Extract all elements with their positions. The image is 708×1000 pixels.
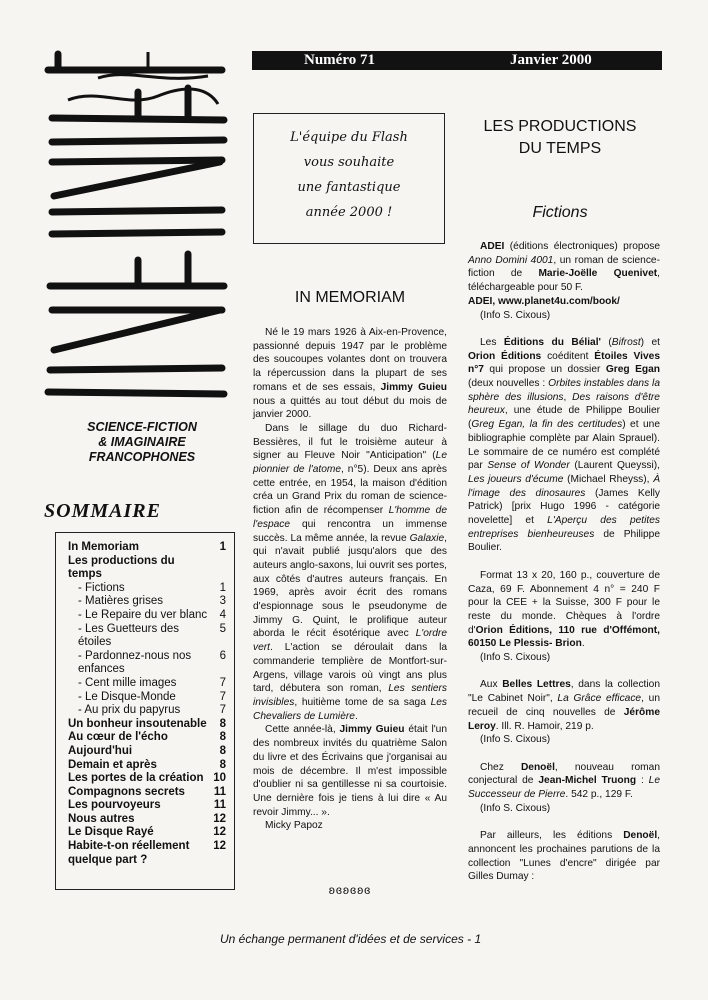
news-item-belles-lettres — [468, 678, 660, 747]
toc-item-label: Compagnons secrets — [68, 785, 185, 798]
issue-date: Janvier 2000 — [510, 52, 592, 68]
text: (James Kelly Patrick) [prix Hugo 1996 - catégorie novelette] et — [468, 487, 660, 527]
productions-column — [468, 240, 660, 898]
text: Par ailleurs, les éditions — [480, 830, 624, 842]
magazine-title: Bifrost — [611, 336, 641, 348]
memoriam-title: IN MEMORIAM — [294, 289, 406, 306]
toc-item-label: - Le Disque-Monde — [78, 690, 176, 703]
info-credit: (Info S. Cixous) — [480, 802, 551, 814]
tagline-line: FRANCOPHONES — [88, 450, 196, 464]
toc-item — [68, 786, 226, 800]
author-name: Greg Egan — [605, 364, 660, 376]
toc-item — [68, 582, 226, 596]
publisher-name: Denoël — [623, 830, 658, 842]
toc-item-page: 4 — [219, 608, 226, 621]
greeting-line: une fantastique — [297, 180, 401, 195]
memoriam-paragraph: Né le 19 mars 1926 à Aix-en-Provence, passionné depuis 1947 par le problème des soucoupes volantes dont on trouvera la répercussion dans la plupart de ses romans et de ses essais, Jimmy Guieu nous a quittés au tout début du mois de janvier 2000. — [253, 327, 447, 421]
text: , une étude de Philippe Boulier ( — [468, 405, 660, 431]
news-item-lunes-encre — [468, 829, 660, 884]
toc-item — [68, 595, 226, 609]
story-title: Orbites instables dans la sphère des illusions — [468, 378, 660, 403]
text: Les — [480, 336, 504, 348]
publisher-name: Belles Lettres — [502, 679, 571, 691]
text: , — [563, 391, 573, 403]
toc-item — [68, 555, 226, 582]
toc-item-page: 5 — [219, 622, 226, 635]
toc-item — [68, 704, 226, 718]
toc-item — [68, 772, 226, 786]
publisher-contact: ADEI, www.planet4u.com/book/ — [468, 295, 620, 307]
author-name: Marie-Joëlle Quenivet — [538, 268, 658, 280]
text: ) et — [640, 336, 660, 348]
toc-item — [68, 759, 226, 773]
toc-item-label: - Au prix du papyrus — [78, 704, 181, 717]
toc-item-page: 7 — [219, 690, 226, 703]
text: ) et une bibliographie complète par Alain Sprauel). Le sommaire de ce numéro est complété par — [468, 419, 660, 472]
toc-item — [68, 799, 226, 813]
text: , nouveau roman conjectural de — [468, 761, 660, 787]
toc-item-page: 10 — [213, 772, 226, 785]
toc-item-label: Habite-t-on réellement quelque part ? — [68, 840, 190, 866]
ornament-divider: ʚɞʚɞʚɞ — [328, 883, 372, 897]
tagline — [62, 420, 222, 465]
greeting-box — [253, 113, 445, 244]
toc-item-page: 8 — [219, 717, 226, 730]
magazine-title: Étoiles Vives n°7 — [468, 350, 660, 376]
book-title: La Grâce efficace — [557, 693, 642, 705]
toc-item — [68, 691, 226, 705]
memoriam-article — [253, 326, 447, 833]
author-name: Jérôme Leroy — [468, 706, 660, 732]
publisher-name: Denoël — [520, 761, 555, 773]
text: Aux — [480, 679, 503, 691]
text: , annoncent les prochaines parutions de la collection "Lunes d'encre" dirigée par Gilles Dumay : — [468, 830, 660, 883]
text: (Laurent Queyssi), — [569, 460, 660, 472]
page-footer: Un échange permanent d'idées et de services - 1 — [220, 932, 482, 946]
publisher-name: ADEI — [480, 241, 505, 252]
toc-item — [68, 718, 226, 732]
toc-item-label: Demain et après — [68, 758, 157, 771]
toc-item-page: 8 — [219, 744, 226, 757]
toc-item-page: 1 — [219, 581, 226, 594]
text: (Michael Rheyss), — [563, 473, 654, 485]
toc-item-page: 12 — [213, 826, 226, 839]
productions-title-line: LES PRODUCTIONS — [483, 118, 637, 135]
sommaire-title: SOMMAIRE — [44, 500, 161, 522]
greeting-line: année 2000 ! — [305, 205, 393, 220]
toc-item-label: - Les Guetteurs des étoiles — [78, 622, 179, 649]
text: . — [581, 638, 585, 650]
toc-item-page: 8 — [219, 731, 226, 744]
toc-item-page: 7 — [219, 704, 226, 717]
memoriam-paragraph: Dans le sillage du duo Richard-Bessières, il fut le troisième auteur à signer au Fleuve Noir "Anticipation" (Le pionnier de l'atome, n°5). Deux ans après cette entrée, en 1954, la maison d'édition créa un Grand Prix du roman de science-fiction afin de récompenser L'homme de l'espace qui rencontra un immense succès. La même année, la revue Galaxie, qui n'avait publié jusqu'alors que des auteurs anglo-saxons, lui ouvrit ses portes, aux côtés d'autres auteurs français. En 1969, après avoir écrit des romans d'espionnage sous le pseudonyme de Jimmy G. Quint, le prolifique auteur aborda le récit ésotérique avec L'ordre vert. L'action se déroulait dans la commanderie templière de Montfort-sur-Argens, village varois où vingt ans plus tard, débutera son roman, Les sentiers invisibles, huitième tome de sa saga Les Chevaliers de Lumière. — [253, 422, 447, 722]
text: , un roman de science-fiction de — [468, 254, 660, 280]
book-title: Anno Domini 4001 — [468, 254, 554, 266]
memoriam-paragraph: Cette année-là, Jimmy Guieu était l'un des nombreux invités du quatrième Salon du livre et des Écrivains que j'organisai au mois de décembre. Il m'est impossible d'oublier ni sa gentillesse ni sa courtoisie. Une dernière fois je tiens à lui dire « Au revoir Jimmy... ». — [253, 724, 447, 818]
book-title: Le Successeur de Pierre — [468, 775, 661, 801]
toc-item-label: Les pourvoyeurs — [68, 799, 161, 812]
toc-item-label: Les productions du temps — [68, 554, 175, 581]
greeting-line: vous souhaite — [303, 155, 395, 170]
infini-flash-logo — [38, 48, 230, 408]
publisher-name: Éditions du Bélial' — [503, 336, 601, 348]
toc-item-page: 3 — [219, 595, 226, 608]
toc-item-label: Aujourd'hui — [68, 744, 133, 757]
text: Format 13 x 20, 160 p., couverture de Caza, 69 F. Abonnement 4 n° = 240 F pour la CEE + la Suisse, 300 F pour le reste du monde. Chèques à l'ordre d' — [468, 569, 660, 636]
toc-item-page: 12 — [213, 812, 226, 825]
toc-item-label: Au cœur de l'écho — [68, 731, 168, 744]
greeting-line: L'équipe du Flash — [290, 130, 408, 145]
info-credit: (Info S. Cixous) — [480, 652, 551, 664]
news-item-format — [468, 569, 660, 665]
text: . Ill. R. Hamoir, 219 p. — [495, 720, 594, 732]
issue-header-bar — [252, 51, 662, 70]
story-title: Sense of Wonder — [487, 460, 570, 472]
text: . 542 p., 129 F. — [565, 789, 633, 801]
toc-item-label: Les portes de la création — [68, 772, 204, 785]
toc-item — [68, 813, 226, 827]
toc-item-page: 1 — [219, 541, 226, 553]
text: , un recueil de cinq nouvelles de — [468, 693, 660, 718]
info-credit: (Info S. Cixous) — [480, 734, 551, 746]
toc-item — [68, 650, 226, 677]
toc-item-label: - Matières grises — [78, 595, 163, 608]
toc-item-label: In Memoriam — [68, 541, 139, 553]
toc-item-label: - Pardonnez-nous nos enfances — [78, 649, 192, 676]
text: : — [636, 775, 649, 787]
fictions-heading: Fictions — [532, 204, 588, 221]
text: coéditent — [541, 350, 595, 362]
toc-item-label: - Fictions — [78, 581, 125, 594]
toc-item — [68, 677, 226, 691]
news-item-denoel — [468, 761, 660, 816]
toc-item-page: 12 — [213, 840, 226, 853]
table-of-contents — [55, 532, 235, 890]
publisher-address: Orion Éditions, 110 rue d'Offémont, 60150 Le Plessis- Brion — [468, 624, 660, 650]
story-title: Les joueurs d'écume — [468, 473, 564, 485]
story-title: À l'image des dinosaures — [468, 473, 660, 499]
toc-item-label: - Cent mille images — [78, 676, 177, 689]
tagline-line: & IMAGINAIRE — [98, 435, 186, 449]
toc-item-label: Nous autres — [68, 812, 135, 825]
publisher-name: Orion Éditions — [468, 350, 542, 362]
text: , dans la collection "Le Cabinet Noir", — [468, 679, 660, 705]
issue-number: Numéro 71 — [304, 52, 375, 68]
story-title: L'Aperçu des petites entreprises bienheureuses — [468, 515, 660, 540]
text: ( — [600, 336, 612, 348]
text: (éditions électroniques) propose — [504, 241, 660, 252]
info-credit: (Info S. Cixous) — [480, 309, 551, 321]
news-item-etoiles-vives — [468, 336, 660, 555]
toc-item — [68, 541, 226, 555]
toc-item-page: 11 — [213, 785, 226, 798]
memoriam-signature: Micky Papoz — [265, 820, 323, 832]
logo-graphic — [38, 48, 230, 408]
toc-item-label: Un bonheur insoutenable — [68, 717, 207, 730]
author-name: Jean-Michel Truong — [538, 775, 637, 787]
story-title: Des raisons d'être heureux — [468, 391, 660, 417]
tagline-line: SCIENCE-FICTION — [87, 420, 197, 434]
text: (deux nouvelles : — [468, 378, 549, 390]
text: qui propose un dossier — [483, 364, 606, 376]
toc-item-page: 7 — [219, 676, 226, 689]
toc-item-label: - Le Repaire du ver blanc — [78, 608, 208, 621]
toc-item-page: 8 — [219, 758, 226, 771]
productions-title-line: DU TEMPS — [518, 140, 602, 157]
toc-item — [68, 745, 226, 759]
toc-item-label: Le Disque Rayé — [68, 826, 154, 839]
text: , téléchargeable pour 50 F. — [468, 268, 661, 294]
productions-title — [460, 116, 660, 160]
toc-item — [68, 623, 226, 650]
toc-item — [68, 840, 226, 867]
toc-item-page: 6 — [219, 649, 226, 662]
toc-item — [68, 826, 226, 840]
toc-item-page: 11 — [213, 799, 226, 812]
story-title: Greg Egan, la fin des certitudes — [471, 419, 623, 431]
toc-item — [68, 731, 226, 745]
toc-item — [68, 609, 226, 623]
text: de Philippe Boulier. — [468, 528, 660, 554]
text: Chez — [480, 761, 521, 773]
news-item-adei — [468, 240, 660, 322]
